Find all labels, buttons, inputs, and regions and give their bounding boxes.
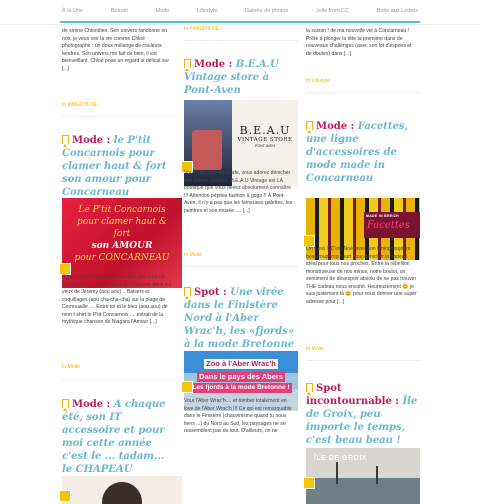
divider	[62, 379, 176, 380]
nav-item-mode[interactable]: Mode	[155, 8, 170, 14]
image-badge	[60, 264, 70, 274]
bookmark-icon	[184, 59, 191, 68]
post-category-link[interactable]: In #IMGCHLOÉ	[184, 26, 220, 32]
post-category-link[interactable]: In Lifestyle	[306, 78, 330, 84]
nav-item-boite-aux-lettres[interactable]: Boite aux Lettres	[376, 8, 418, 14]
post-excerpt: Vour l'Aber Wrac'h.... et tomber totalement en love de l'Aber Wrac'h !!! Ce qui est remarquable dans le Finistère (chauvinisme quand tu nous tiens ...) du Nord au Sud, les paysages ne se ressemblent pas du tout. D'ailleurs, on ne	[184, 398, 292, 434]
image-badge	[60, 491, 70, 501]
image-badge	[182, 382, 192, 392]
post-image[interactable]	[62, 476, 182, 504]
divider	[184, 40, 298, 41]
image-text-line: Dans le pays des Abers	[199, 372, 283, 381]
image-tag-text: MADE IN BREIZH	[366, 214, 399, 218]
image-text-line: pour CONCARNEAU	[74, 253, 170, 263]
post-title-link[interactable]: Spot incontournable : Île de Groix, peu importe le temps, c'est beau beau !	[306, 383, 418, 446]
post-category-link[interactable]: In Mode	[184, 252, 203, 258]
post-excerpt: de sirène Chloridien. Son univers randonne en noir, je veux voir la vie comme Chloé photographe : un doux mélange de couleurs tendres. Son univers me fait du bien, il est bienveillant. Chloé pose un regard si délicat sur [...]	[62, 28, 170, 72]
post-title-link[interactable]: Spot : Une virée dans le Finistère Nord à l'Aber Wrac'h, les «fjords» à la mode Bretonne	[184, 287, 295, 350]
image-caption: ÎLE DE GROIX	[314, 455, 368, 462]
bookmark-icon	[306, 383, 313, 392]
nav-item-lifestyle[interactable]: Lifestyle	[197, 8, 218, 14]
image-brand-text: Facettes	[367, 220, 410, 231]
nav-item-jolie-from-cc[interactable]: Jolie from CC	[315, 8, 350, 14]
divider	[62, 116, 176, 117]
image-text-line: Le P'tit Concarnois	[78, 205, 166, 215]
post-title-link[interactable]: Mode : A chaque été, son IT accessoire et pour moi cette année c'est le ... tadam... le CHAPEAU	[62, 399, 166, 475]
image-text-line: pour clamer haut & fort	[77, 217, 167, 239]
post-title-link[interactable]: Mode : B.E.A.U Vintage store à Pont-Aven	[184, 59, 279, 96]
bookmark-icon	[62, 399, 69, 408]
post-category-link[interactable]: In #IMGCHLOÉ	[62, 102, 98, 108]
post-title-link[interactable]: Mode : Facettes, une ligne d'accessoires de mode made in Concarneau	[306, 121, 408, 184]
post-category-link[interactable]: In Mode	[306, 346, 325, 352]
post-category-link[interactable]: In Mode	[62, 364, 81, 370]
divider	[184, 266, 298, 267]
image-text-line: son AMOUR	[91, 241, 153, 251]
main-menu	[62, 0, 418, 22]
post-image[interactable]	[306, 448, 420, 504]
divider	[306, 360, 420, 361]
nav-item-galerie[interactable]: Galerie de photos	[244, 8, 289, 14]
bookmark-icon	[62, 135, 69, 144]
image-text-line: Zoo à l'Aber Wrac'h	[206, 359, 276, 368]
logo-text: B.E.A.U	[239, 124, 291, 137]
logo-city: PONT AVEN	[255, 144, 275, 148]
bookmark-icon	[306, 121, 313, 130]
post-excerpt: la saison ! de ma nouvelle vie à Concarneau ! Prête à plonger la tête la première dans de nouveaux challenges (avec son lot d'espoirs et de doutes) dans [...]	[306, 28, 412, 57]
nav-underline	[60, 21, 420, 23]
nav-item-beaute[interactable]: Beauté	[110, 8, 129, 14]
post-excerpt: On y est !! C'est Noël avec son timing toujours beaucoup trop court pour dénicher le cadeau idéal pour tous nos proches. Entre la rébellion monstrueuse de nos minus, notre boulot, un sentiment de désespoir absolu de ne pas trouver THE cadeau nous envahit. Heureusement 😊 je suis justement là 😊 pour vous donner une super adresse pour [...]	[306, 246, 417, 305]
post-excerpt: Vous êtes fans de mode, vous adorez dénicher des pièces uniques, B.E.A.U Vintage est LA boutique que vous devez absolument connaître !!! Attention pépites fashion à gogo !! À Pont-Aven, il n'y a pas que les fameuses galettes, les peintres et son musée .... [...]	[184, 170, 293, 214]
divider	[306, 92, 420, 93]
logo-subtitle: VINTAGE STORE	[237, 137, 293, 143]
top-navigation-bar	[0, 0, 480, 25]
post-title-link[interactable]: Mode : le P'tit Concarnois pour clamer haut & fort son amour pour Concarneau	[62, 135, 167, 198]
nav-item-a-la-une[interactable]: À la Une	[62, 8, 84, 14]
image-text-line: Les fjords à la mode Bretonne !	[192, 384, 290, 391]
post-excerpt: C'est l'amour à la plage (aou cha-cha-cha) de Concarneau.... Et les yeux de Charlotte dans les yeux de Jérémy (aou aou)... Baisers et coquillages (aou cha-cha-cha) sur la plage de Cornouaille .... Entre toi et le bleu (aou aou) de mon t-shirt le P'tit Concarnois .... extrait de la mythique chanson de Niagara l'Amour [...]	[62, 274, 172, 325]
bookmark-icon	[184, 287, 191, 296]
image-badge	[304, 236, 314, 246]
